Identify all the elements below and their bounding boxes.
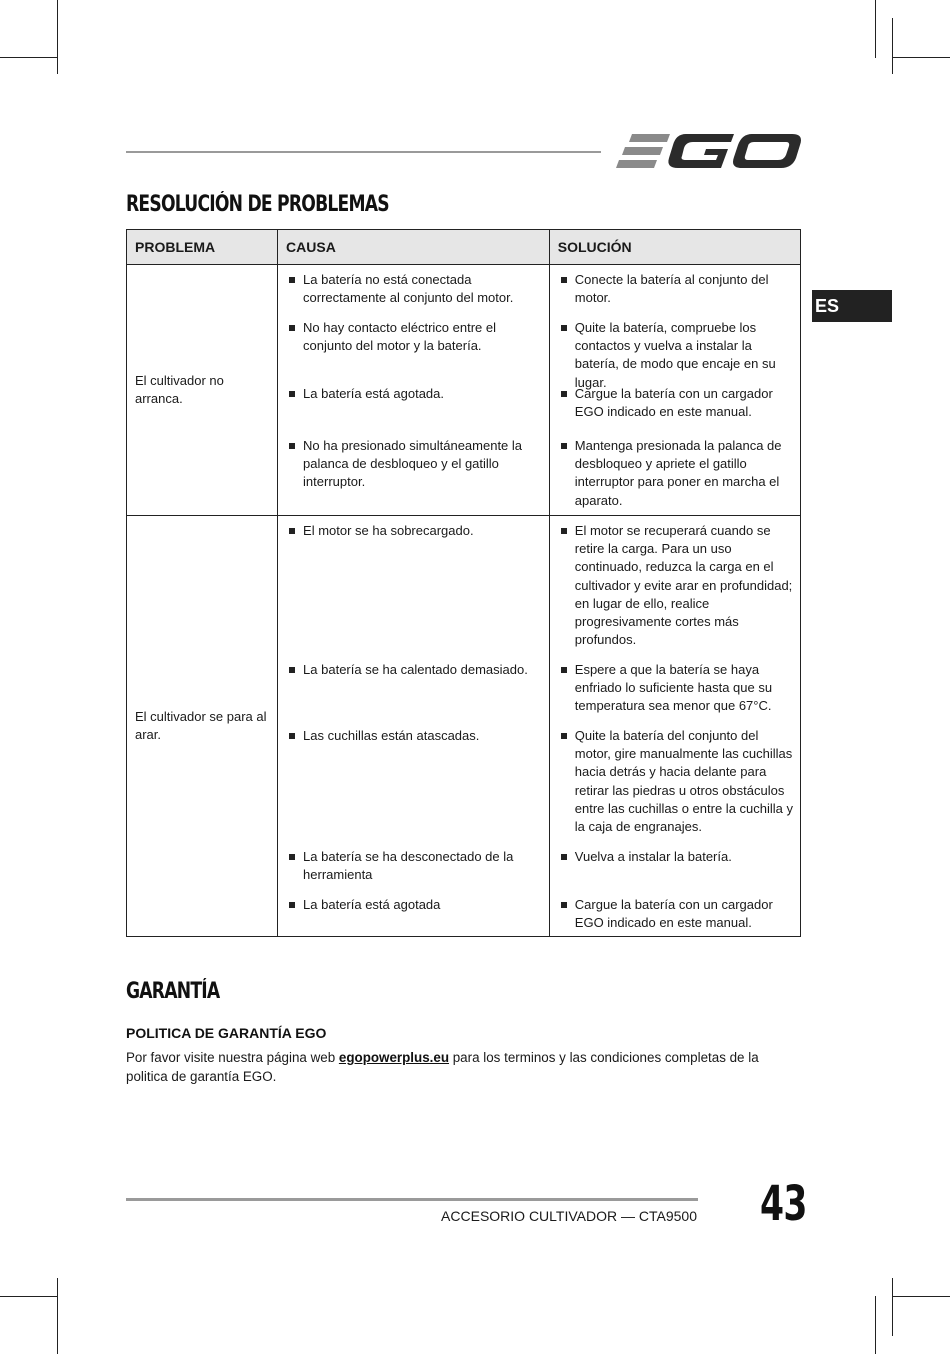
- header-problem: PROBLEMA: [127, 230, 278, 265]
- solution-item: [560, 437, 794, 513]
- cause-item: [288, 896, 543, 934]
- cause-list: [278, 516, 550, 937]
- cause-text: Las cuchillas están atascadas.: [303, 728, 480, 743]
- bullet-icon: [289, 443, 295, 449]
- bullet-icon: [561, 902, 567, 908]
- bullet-icon: [289, 277, 295, 283]
- cause-text: La batería no está conectada correctamente al conjunto del motor.: [303, 272, 514, 306]
- cause-item: [288, 848, 543, 896]
- crop-mark: [875, 0, 876, 58]
- table-header-row: [127, 230, 801, 265]
- problem-cell: El cultivador se para al arar.: [127, 516, 278, 937]
- solution-item: [560, 271, 794, 319]
- solution-item: [560, 522, 794, 661]
- bullet-icon: [561, 854, 567, 860]
- table-row: [127, 516, 801, 937]
- footer-rule: [126, 1198, 698, 1201]
- header-rule: [126, 151, 601, 153]
- bullet-icon: [289, 667, 295, 673]
- solution-list: [549, 265, 800, 516]
- cause-text: La batería se ha calentado demasiado.: [303, 662, 528, 677]
- warranty-text-before: Por favor visite nuestra página web: [126, 1050, 339, 1065]
- solution-text: El motor se recuperará cuando se retire la carga. Para un uso continuado, reduzca la carga en el cultivador y evite arar en profundidad; en lugar de ello, realice progresivamente cortes más profundos.: [574, 523, 793, 648]
- solution-item: [560, 727, 794, 848]
- solution-item: [560, 319, 794, 390]
- crop-mark: [0, 57, 58, 58]
- warranty-text-after: para los terminos y las condiciones completas de la politica de garantía EGO.: [126, 1050, 759, 1084]
- solution-text: Vuelva a instalar la batería.: [574, 849, 732, 864]
- bullet-icon: [289, 733, 295, 739]
- bullet-icon: [289, 854, 295, 860]
- cause-text: La batería está agotada: [303, 897, 441, 912]
- solution-text: Quite la batería del conjunto del motor, gire manualmente las cuchillas hacia detrás y hacia delante para retirar las piedras u otros obstáculos entre las cuchillas o entre la cuchilla y la caja de engranajes.: [574, 728, 794, 835]
- cause-item: [288, 319, 543, 385]
- crop-mark: [57, 0, 58, 74]
- solution-text: Espere a que la batería se haya enfriado lo suficiente hasta que su temperatura sea menor que 67°C.: [574, 662, 773, 714]
- table-row: [127, 265, 801, 516]
- cause-text: La batería se ha desconectado de la herramienta: [303, 849, 514, 883]
- crop-mark: [57, 1278, 58, 1354]
- cause-item: [288, 385, 543, 437]
- bullet-icon: [561, 391, 567, 397]
- language-tab: ES: [812, 290, 892, 322]
- cause-item: [288, 727, 543, 848]
- crop-mark: [892, 18, 893, 74]
- header-solution: SOLUCIÓN: [549, 230, 800, 265]
- solution-item: [560, 896, 794, 934]
- problem-cell: El cultivador no arranca.: [127, 265, 278, 516]
- bullet-icon: [561, 528, 567, 534]
- bullet-icon: [289, 902, 295, 908]
- bullet-icon: [561, 733, 567, 739]
- bullet-icon: [561, 325, 567, 331]
- solution-text: Cargue la batería con un cargador EGO indicado en este manual.: [574, 897, 773, 931]
- troubleshooting-table: [126, 229, 801, 937]
- footer-product-name: ACCESORIO CULTIVADOR — CTA9500: [441, 1208, 697, 1224]
- solution-list: [549, 516, 800, 937]
- solution-item: [560, 848, 794, 896]
- cause-list: [278, 265, 550, 516]
- bullet-icon: [561, 277, 567, 283]
- cause-item: [288, 522, 543, 661]
- cause-text: No ha presionado simultáneamente la palanca de desbloqueo y el gatillo interruptor.: [303, 438, 523, 490]
- warranty-title: GARANTÍA: [126, 979, 220, 1004]
- warranty-subtitle: POLITICA DE GARANTÍA EGO: [126, 1025, 327, 1041]
- solution-text: Cargue la batería con un cargador EGO indicado en este manual.: [574, 386, 773, 420]
- cause-item: [288, 271, 543, 319]
- cause-text: La batería está agotada.: [303, 386, 444, 401]
- bullet-icon: [289, 528, 295, 534]
- cause-item: [288, 437, 543, 507]
- website-link[interactable]: egopowerplus.eu: [338, 1050, 450, 1065]
- crop-mark: [0, 1296, 58, 1297]
- crop-mark: [892, 1296, 950, 1297]
- ego-logo: [616, 128, 802, 174]
- bullet-icon: [561, 443, 567, 449]
- bullet-icon: [561, 667, 567, 673]
- bullet-icon: [289, 391, 295, 397]
- page-number: 43: [760, 1176, 807, 1232]
- cause-text: El motor se ha sobrecargado.: [303, 523, 474, 538]
- solution-text: Mantenga presionada la palanca de desbloqueo y apriete el gatillo interruptor para poner en marcha el aparato.: [574, 438, 782, 508]
- crop-mark: [892, 57, 950, 58]
- solution-item: [560, 385, 794, 437]
- solution-text: Conecte la batería al conjunto del motor.: [574, 272, 769, 306]
- solution-text: Quite la batería, compruebe los contactos y vuelva a instalar la batería, de modo que encaje en su lugar.: [574, 320, 776, 390]
- troubleshooting-title: RESOLUCIÓN DE PROBLEMAS: [126, 192, 389, 217]
- warranty-paragraph: [126, 1048, 802, 1086]
- crop-mark: [875, 1296, 876, 1354]
- cause-item: [288, 661, 543, 727]
- solution-item: [560, 661, 794, 727]
- cause-text: No hay contacto eléctrico entre el conjunto del motor y la batería.: [303, 320, 496, 354]
- header-cause: CAUSA: [278, 230, 550, 265]
- crop-mark: [892, 1278, 893, 1336]
- bullet-icon: [289, 325, 295, 331]
